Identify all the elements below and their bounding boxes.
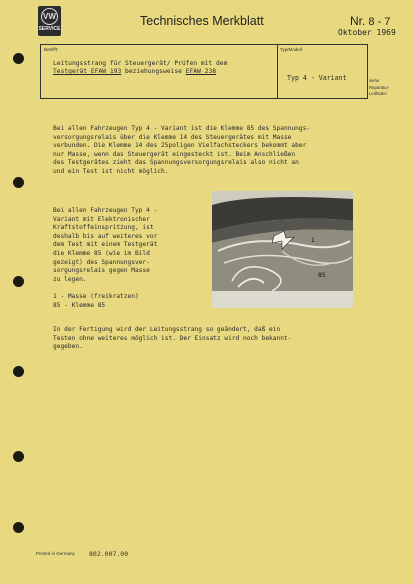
document-number <box>350 14 390 28</box>
text-line: und ein Test ist nicht möglich. <box>53 167 169 175</box>
text-line: zu legen. <box>53 275 87 283</box>
text-line: gezeigt) des Spannungsver- <box>53 258 150 266</box>
betrifft-label: Betrifft: <box>44 47 59 52</box>
punch-hole <box>13 522 24 533</box>
legend-item: 85 - Klemme 85 <box>53 301 106 309</box>
engine-photo-illustration <box>212 191 353 308</box>
punch-hole <box>13 366 24 377</box>
punch-hole <box>13 177 24 188</box>
photo-label-85: 85 <box>318 272 326 279</box>
document-number-value: 8 - 7 <box>368 16 391 28</box>
document-number-label: Nr. <box>350 14 366 28</box>
text-line: versorgungsrelais über die Klemme 14 des Steuergerätes mit Masse <box>53 133 292 141</box>
text-line: dem Test mit einem Testgerät <box>53 241 158 249</box>
document-title: Technisches Merkblatt <box>140 14 264 28</box>
text-line: des Testgerätes zieht das Spannungsversorgungsrelais also nicht an <box>53 159 299 167</box>
engine-photo <box>212 191 353 308</box>
subject-line: Leitungsstrang für Steuergerät/ Prüfen mit dem <box>53 60 228 67</box>
photo-label-1: 1 <box>311 237 315 244</box>
subject-connector: beziehungsweise <box>121 68 186 75</box>
text-line: Bei allen Fahrzeugen Typ 4 - Variant ist die Klemme 85 des Spannungs- <box>53 125 311 132</box>
side-note-line: Leitfaden <box>369 91 387 96</box>
side-note <box>369 78 390 98</box>
form-number: 802.007.00 <box>89 550 129 558</box>
legend <box>53 293 139 310</box>
text-line: sorgungsrelais gegen Masse <box>53 267 150 275</box>
text-line: Variant mit Elektronischer <box>53 215 150 223</box>
side-note-line: siehe <box>369 78 380 83</box>
text-line: gegeben. <box>53 343 83 351</box>
paragraph-3 <box>53 326 291 352</box>
subject-line <box>53 68 227 76</box>
subject-tester-2: EFAW 238 <box>185 68 217 75</box>
punch-hole <box>13 276 24 287</box>
paragraph-1 <box>53 125 310 177</box>
text-line: die Klemme 85 (wie im Bild <box>53 249 150 257</box>
printed-note: Printed in Germany <box>36 551 75 556</box>
text-line: In der Fertigung wird der Leitungsstrang so geändert, daß ein <box>53 326 281 333</box>
vw-logo-emblem: VW <box>41 8 58 25</box>
box-divider <box>277 45 278 98</box>
text-line: deshalb bis auf weiteres vor <box>53 232 158 240</box>
subject-text <box>53 60 227 76</box>
paragraph-2 <box>53 207 157 284</box>
typ-label: Typ/Modell: <box>280 47 304 52</box>
punch-hole <box>13 53 24 64</box>
vw-logo <box>38 6 61 36</box>
typ-value: Typ 4 - Variant <box>287 74 347 82</box>
side-note-line: Reparatur- <box>369 84 390 90</box>
text-line: nur Masse, wenn das Steuergerät eingesteckt ist. Beim Anschließen <box>53 150 296 158</box>
subject-tester-1: Testgerät EFAW 193 <box>53 68 122 75</box>
text-line: verbunden. Die Klemme 14 des 25poligen Vielfachsteckers bekommt aber <box>53 142 307 150</box>
vw-logo-brand: SERVICE <box>38 26 61 32</box>
text-line: Kraftstoffeinspritzung, ist <box>53 224 154 232</box>
legend-item: 1 - Masse (freikratzen) <box>53 293 139 300</box>
punch-hole <box>13 451 24 462</box>
document-date: Oktober 1969 <box>338 28 396 37</box>
text-line: Bei allen Fahrzeugen Typ 4 - <box>53 207 158 214</box>
subject-box <box>40 44 368 99</box>
text-line: Testen ohne weiteres möglich ist. Der Einsatz wird noch bekannt- <box>53 334 292 342</box>
